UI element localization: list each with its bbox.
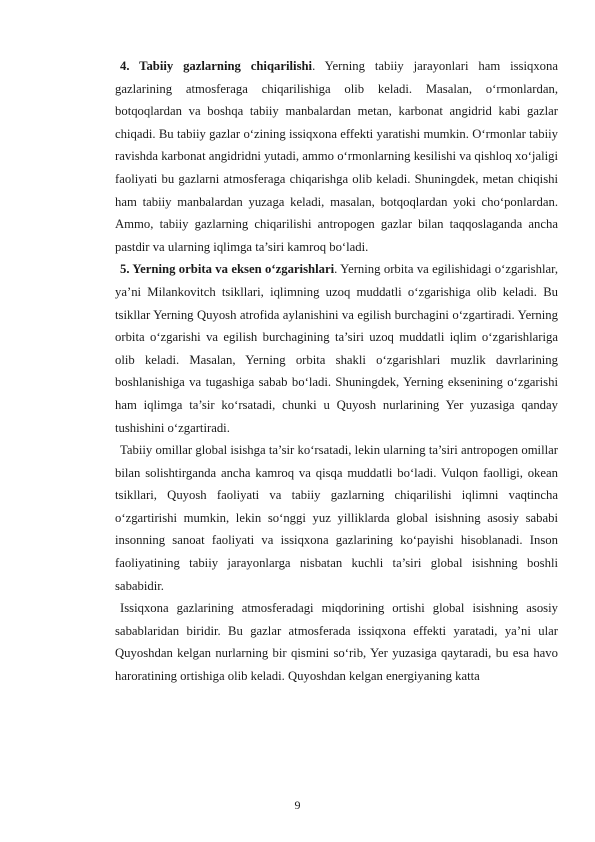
- paragraph-natural-gas-emissions: [115, 55, 558, 258]
- document-body: [115, 55, 558, 688]
- page-number: 9: [294, 798, 301, 812]
- paragraph-orbit-axis-changes: [115, 258, 558, 439]
- paragraph-natural-factors-summary: [115, 439, 558, 597]
- paragraph-heading: 4. Tabiiy gazlarning chiqarilishi: [120, 59, 313, 73]
- paragraph-heading: 5. Yerning orbita va eksen o‘zgarishlari: [120, 262, 335, 277]
- paragraph-text: Issiqxona gazlarining atmosferadagi miqdorining ortishi global isishning asosiy sabablaridan biridir. Bu gazlar atmosferada issiqxona effekti yaratadi, ya’ni ular Quyoshdan kelgan nurlarning bir qismini so‘rib, Yer yuzasiga qaytaradi, bu esa havo haroratining ortishiga olib keladi. Quyoshdan kelgan energiyaning katta: [115, 601, 558, 684]
- paragraph-text: Tabiiy omillar global isishga ta’sir ko‘rsatadi, lekin ularning ta’siri antropogen omillar bilan solishtirganda ancha kamroq va qisqa muddatli bo‘ladi. Vulqon faolligi, okean tsikllari, Quyosh faoliyati va tabiiy gazlarning chiqarilishi iqlimni vaqtincha o‘zgartirishi mumkin, lekin so‘nggi yuz yilliklarda global isishning asosiy sababi insonning sanoat faoliyati va issiqxona gazlarining ko‘payishi hisoblanadi. Inson faoliyatining tabiiy jarayonlarga nisbatan kuchli ta’siri global isishning boshli sababidir.: [115, 443, 558, 593]
- paragraph-text: . Yerning tabiiy jarayonlari ham issiqxona gazlarining atmosferaga chiqarilishiga olib keladi. Masalan, o‘rmonlardan, botqoqlardan va boshqa tabiiy manbalardan metan, karbonat angidrid kabi gazlar chiqadi. Bu tabiiy gazlar o‘zining issiqxona effekti yaratishi mumkin. O‘rmonlar tabiiy ravishda karbonat angidridni yutadi, ammo o‘rmonlarning kesilishi va qishloq xo‘jaligi faoliyati bu gazlarni atmosferaga chiqarishga olib keladi. Shuningdek, metan chiqishi ham tabiiy manbalardan yuzaga keladi, masalan, botqoqlardan yoki cho‘ponlardan. Ammo, tabiiy gazlarning chiqarilishi antropogen gazlar bilan taqqoslaganda ancha pastdir va ularning iqlimga ta’siri kamroq bo‘ladi.: [115, 59, 559, 254]
- paragraph-text: . Yerning orbita va egilishidagi o‘zgarishlar, ya’ni Milankovitch tsikllari, iqlimning uzoq muddatli o‘zgarishiga olib keladi. Bu tsikllar Yerning Quyosh atrofida aylanishini va egilish burchagini o‘zgartiradi. Yerning orbita o‘zgarishi va egilish burchagining ta’siri uzoq muddatli iqlim o‘zgarishlariga olib keladi. Masalan, Yerning orbita shakli o‘zgarishlari muzlik davrlarining boshlanishiga va tugashiga sabab bo‘ladi. Shuningdek, Yerning eksenining o‘zgarishi ham iqlimga ta’sir ko‘rsatadi, chunki u Quyosh nurlarining Yer yuzasiga qanday tushishini o‘zgartiradi.: [115, 262, 559, 435]
- paragraph-greenhouse-gases: [115, 597, 558, 687]
